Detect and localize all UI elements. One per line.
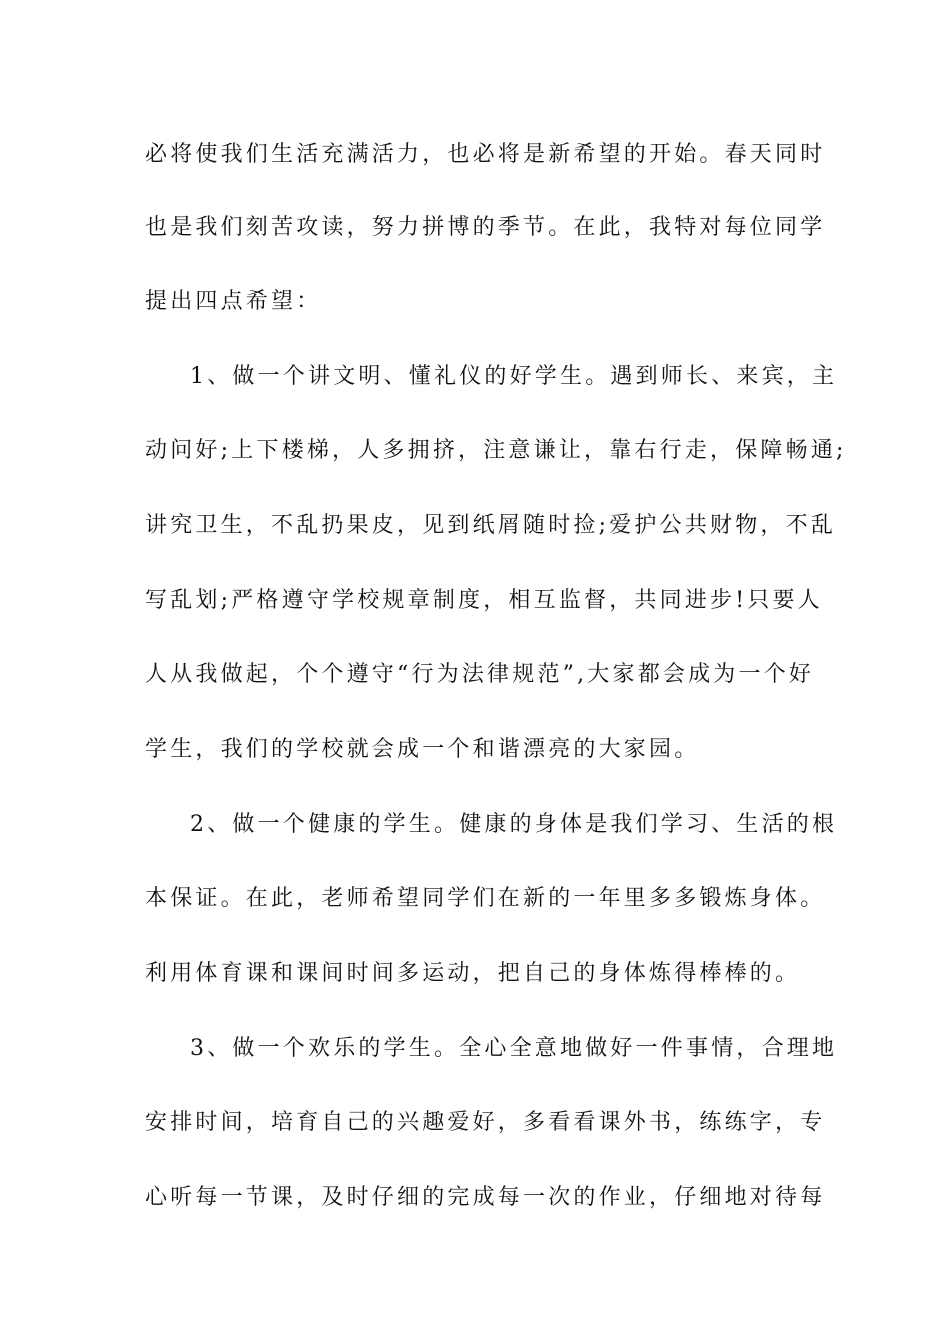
text-line-11: 本保证。在此，老师希望同学们在新的一年里多多锻炼身体。 — [145, 886, 826, 911]
text-line-7: 写乱划;严格遵守学校规章制度，相互监督，共同进步!只要人 — [145, 588, 823, 613]
text-line-14: 安排时间，培育自己的兴趣爱好，多看看课外书，练练字，专 — [145, 1110, 826, 1135]
text-line-15: 心听每一节课，及时仔细的完成每一次的作业，仔细地对待每 — [145, 1185, 826, 1210]
text-line-10: 2、做一个健康的学生。健康的身体是我们学习、生活的根 — [190, 812, 838, 837]
text-line-12: 利用体育课和课间时间多运动，把自己的身体炼得棒棒的。 — [145, 961, 801, 986]
text-line-5: 动问好;上下楼梯，人多拥挤，注意谦让，靠右行走，保障畅通; — [145, 438, 847, 463]
text-line-2: 也是我们刻苦攻读，努力拼博的季节。在此，我特对每位同学 — [145, 215, 826, 240]
text-line-9: 学生，我们的学校就会成一个和谐漂亮的大家园。 — [145, 737, 700, 762]
text-line-3: 提出四点希望： — [145, 289, 322, 314]
text-line-4: 1、做一个讲文明、懂礼仪的好学生。遇到师长、来宾，主 — [190, 364, 838, 389]
text-line-1: 必将使我们生活充满活力，也必将是新希望的开始。春天同时 — [145, 142, 826, 167]
text-line-6: 讲究卫生，不乱扔果皮，见到纸屑随时捡;爱护公共财物，不乱 — [145, 513, 837, 538]
text-line-13: 3、做一个欢乐的学生。全心全意地做好一件事情，合理地 — [190, 1036, 838, 1061]
text-line-8: 人从我做起，个个遵守“行为法律规范”,大家都会成为一个好 — [145, 662, 815, 687]
